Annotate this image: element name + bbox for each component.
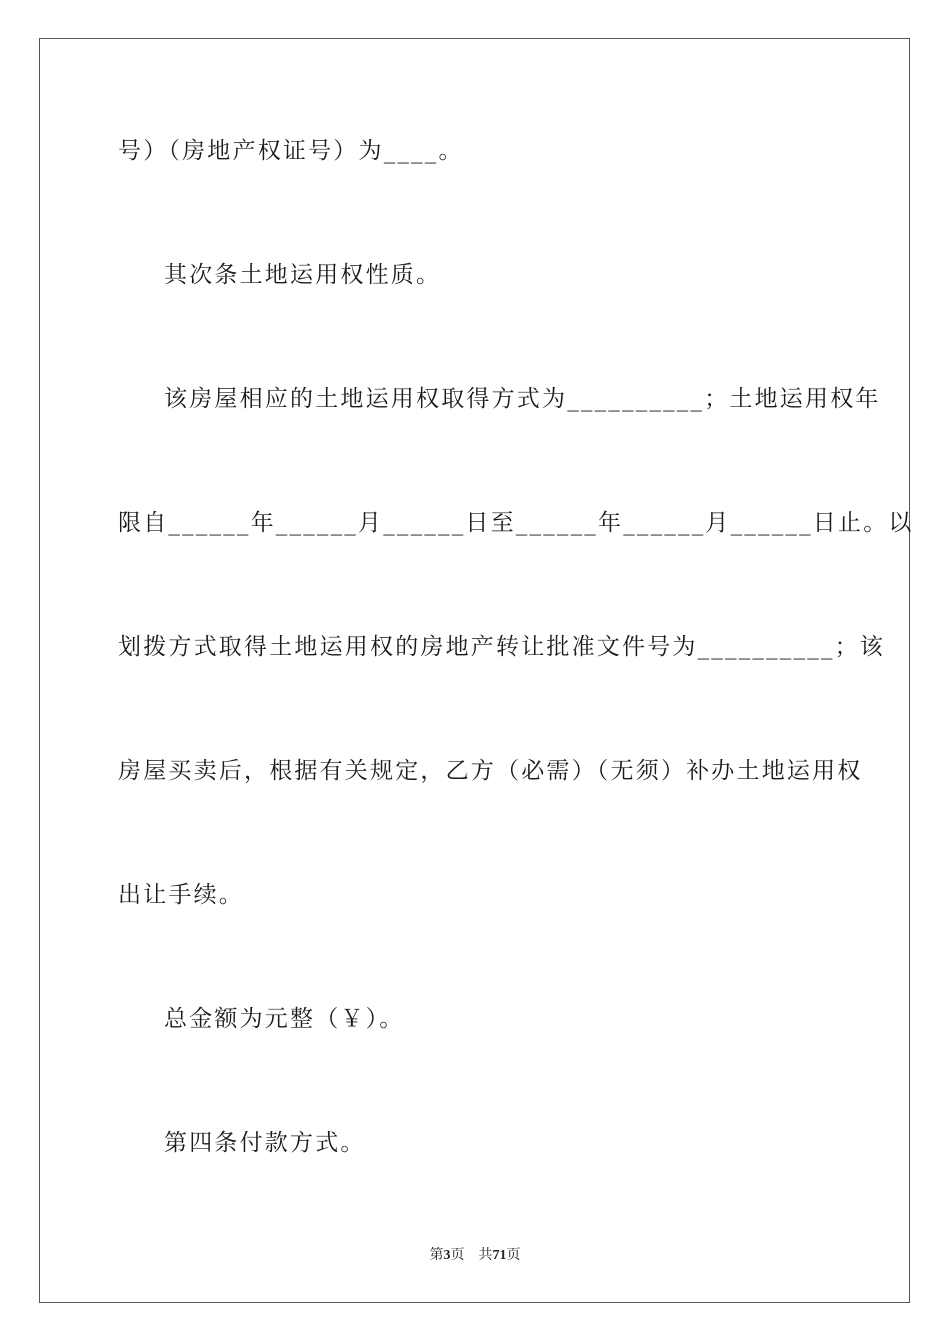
paragraph-line-8: 总金额为元整（￥）。 — [164, 1006, 405, 1032]
total-pages: 71 — [492, 1248, 507, 1263]
page-border — [39, 38, 914, 1303]
paragraph-line-1: 号）（房地产权证号）为____。 — [118, 138, 464, 164]
paragraph-line-3: 该房屋相应的土地运用权取得方式为__________；土地运用权年 — [164, 386, 881, 412]
page-number: 3 — [443, 1248, 451, 1263]
page-suffix: 页 — [450, 1248, 465, 1263]
paragraph-line-5: 划拨方式取得土地运用权的房地产转让批准文件号为__________；该 — [118, 634, 885, 660]
paragraph-line-9: 第四条付款方式。 — [164, 1130, 366, 1156]
paragraph-line-4: 限自______年______月______日至______年______月______日止。以 — [118, 510, 914, 536]
page-prefix: 第 — [429, 1248, 444, 1263]
total-suffix: 页 — [506, 1248, 521, 1263]
page-footer — [0, 1247, 950, 1265]
paragraph-line-6: 房屋买卖后，根据有关规定，乙方（必需）（无须）补办土地运用权 — [118, 758, 863, 784]
total-prefix: 共 — [478, 1248, 493, 1263]
paragraph-line-2: 其次条土地运用权性质。 — [164, 262, 442, 288]
paragraph-line-7: 出让手续。 — [118, 882, 244, 908]
